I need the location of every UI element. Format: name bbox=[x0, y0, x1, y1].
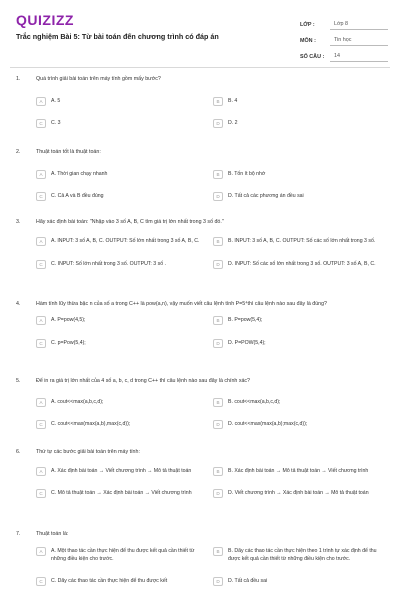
option-letter-badge: B bbox=[213, 316, 223, 325]
option-text: B. 4 bbox=[228, 98, 238, 104]
option-text: A. cout<<max(a,b,c,d); bbox=[51, 399, 104, 405]
meta-row-subject bbox=[300, 30, 388, 46]
option-text: D. INPUT: Số các số lớn nhất trong 3 số. OUTPUT: 3 số A, B, C. bbox=[228, 261, 376, 267]
option-letter-badge: D bbox=[213, 260, 223, 269]
option-letter-badge: B bbox=[213, 398, 223, 407]
question-text: Để in ra giá trị lớn nhất của 4 số a, b, c, d trong C++ thì câu lệnh nào sau đây là chính xác? bbox=[36, 378, 251, 384]
question-header bbox=[16, 377, 384, 385]
option-text: B. Tốn ít bộ nhớ bbox=[228, 171, 266, 177]
option-letter-badge: D bbox=[213, 577, 223, 586]
question-item bbox=[0, 300, 400, 348]
option-letter-badge: C bbox=[36, 489, 46, 498]
answer-option-c[interactable] bbox=[36, 192, 207, 201]
option-letter-badge: B bbox=[213, 237, 223, 246]
answer-option-b[interactable] bbox=[213, 97, 384, 106]
question-text: Hãy xác định bài toán: "Nhập vào 3 số A, B, C tìm giá trị lớn nhất trong 3 số đó." bbox=[36, 219, 224, 225]
option-text: A. Xác định bài toán → Viết chương trình → Mô tả thuật toán bbox=[51, 468, 192, 474]
option-text: B. cout<<max(a,b,c,d); bbox=[228, 399, 281, 405]
option-text: C. 3 bbox=[51, 120, 61, 126]
question-text: Quá trình giải bài toán trên máy tính gồm mấy bước? bbox=[36, 76, 161, 82]
option-text: C. Cả A và B đều đúng bbox=[51, 193, 104, 199]
meta-label: SỐ CÂU : bbox=[300, 54, 325, 60]
question-header bbox=[16, 218, 384, 226]
option-text: A. Một thao tác cần thực hiện để thu được kết quả cần thiết từ những điều kiện cho trước. bbox=[51, 548, 195, 562]
option-text: A. 5 bbox=[51, 98, 61, 104]
option-text: A. Thời gian chạy nhanh bbox=[51, 171, 108, 177]
question-text: Thứ tự các bước giải bài toán trên máy tính: bbox=[36, 449, 140, 455]
question-text: Thuật toán là: bbox=[36, 531, 69, 537]
option-text: D. Tất cả đều sai bbox=[228, 578, 268, 584]
option-letter-badge: C bbox=[36, 339, 46, 348]
answer-option-c[interactable] bbox=[36, 420, 207, 429]
answer-option-d[interactable] bbox=[213, 119, 384, 128]
answer-option-d[interactable] bbox=[213, 339, 384, 348]
option-letter-badge: A bbox=[36, 237, 46, 246]
question-header bbox=[16, 530, 384, 538]
answer-option-b[interactable] bbox=[213, 398, 384, 407]
option-letter-badge: D bbox=[213, 192, 223, 201]
meta-value: 14 bbox=[330, 53, 388, 62]
answer-option-b[interactable] bbox=[213, 547, 384, 563]
option-letter-badge: D bbox=[213, 420, 223, 429]
question-number: 1. bbox=[16, 76, 21, 82]
question-item bbox=[0, 530, 400, 586]
answer-option-b[interactable] bbox=[213, 237, 384, 246]
option-letter-badge: C bbox=[36, 119, 46, 128]
question-text: Hàm tính lũy thừa bậc n của số a trong C++ là pow(a,n), vậy muốn viết câu lệnh tính P=5⁴thì câu lệnh nào sau đây là đúng? bbox=[36, 301, 328, 307]
meta-value: Tin học bbox=[330, 37, 388, 46]
options-grid bbox=[16, 316, 384, 348]
meta-label: LỚP : bbox=[300, 22, 315, 28]
question-text: Thuật toán tốt là thuật toán: bbox=[36, 149, 101, 155]
meta-panel bbox=[300, 14, 388, 62]
option-letter-badge: C bbox=[36, 260, 46, 269]
question-item bbox=[0, 377, 400, 429]
option-letter-badge: A bbox=[36, 97, 46, 106]
option-letter-badge: A bbox=[36, 398, 46, 407]
options-grid bbox=[16, 97, 384, 128]
question-item bbox=[0, 218, 400, 269]
answer-option-c[interactable] bbox=[36, 489, 207, 498]
answer-option-b[interactable] bbox=[213, 467, 384, 476]
option-text: B. P=pow(5,4); bbox=[228, 317, 263, 323]
option-letter-badge: A bbox=[36, 170, 46, 179]
answer-option-d[interactable] bbox=[213, 260, 384, 269]
options-grid bbox=[16, 467, 384, 498]
option-text: D. 2 bbox=[228, 120, 238, 126]
option-letter-badge: A bbox=[36, 547, 46, 556]
answer-option-a[interactable] bbox=[36, 237, 207, 246]
question-item bbox=[0, 148, 400, 201]
option-letter-badge: D bbox=[213, 489, 223, 498]
answer-option-a[interactable] bbox=[36, 547, 207, 563]
meta-row-class bbox=[300, 14, 388, 30]
option-text: D. Tất cả các phương án đều sai bbox=[228, 193, 304, 199]
option-text: A. INPUT: 3 số A, B, C. OUTPUT: Số lớn nhất trong 3 số A, B, C. bbox=[51, 238, 200, 244]
question-number: 5. bbox=[16, 378, 21, 384]
meta-row-count bbox=[300, 46, 388, 62]
question-number: 4. bbox=[16, 301, 21, 307]
meta-label: MÔN : bbox=[300, 38, 316, 44]
options-grid bbox=[16, 170, 384, 201]
option-text: C. Mô tả thuật toán → Xác định bài toán → Viết chương trình bbox=[51, 490, 192, 496]
option-text: B. INPUT: 3 số A, B, C. OUTPUT: Số các số lớn nhất trong 3 số. bbox=[228, 238, 376, 244]
answer-option-b[interactable] bbox=[213, 316, 384, 325]
options-grid bbox=[16, 237, 384, 269]
page-header bbox=[0, 0, 400, 68]
answer-option-d[interactable] bbox=[213, 489, 384, 498]
answer-option-a[interactable] bbox=[36, 316, 207, 325]
options-grid bbox=[16, 398, 384, 429]
answer-option-d[interactable] bbox=[213, 420, 384, 429]
option-letter-badge: B bbox=[213, 547, 223, 556]
header-divider bbox=[10, 67, 390, 68]
option-text: B. Dãy các thao tác cần thực hiện theo 1 trình tự xác định để thu được kết quả cần thiết từ những điều kiện cho trước. bbox=[228, 548, 377, 562]
answer-option-d[interactable] bbox=[213, 192, 384, 201]
question-number: 2. bbox=[16, 149, 21, 155]
question-number: 3. bbox=[16, 219, 21, 225]
option-letter-badge: C bbox=[36, 420, 46, 429]
option-text: D. P=POW(5,4); bbox=[228, 340, 266, 346]
option-text: C. INPUT: Số lớn nhất trong 3 số. OUTPUT: 3 số . bbox=[51, 261, 166, 267]
question-header bbox=[16, 300, 384, 308]
answer-option-c[interactable] bbox=[36, 119, 207, 128]
answer-option-a[interactable] bbox=[36, 398, 207, 407]
options-grid bbox=[16, 547, 384, 586]
option-text: D. cout<<max(max(a,b);max(c,d)); bbox=[228, 421, 308, 427]
option-text: C. Dãy các thao tác cần thực hiện để thu được kết bbox=[51, 578, 168, 584]
answer-option-b[interactable] bbox=[213, 170, 384, 179]
question-number: 7. bbox=[16, 531, 21, 537]
answer-option-c[interactable] bbox=[36, 260, 207, 269]
answer-option-d[interactable] bbox=[213, 577, 384, 586]
option-text: A. P=pow(4,5); bbox=[51, 317, 86, 323]
option-letter-badge: D bbox=[213, 119, 223, 128]
question-header bbox=[16, 148, 384, 156]
option-letter-badge: C bbox=[36, 192, 46, 201]
question-header bbox=[16, 448, 384, 456]
option-letter-badge: A bbox=[36, 316, 46, 325]
answer-option-a[interactable] bbox=[36, 170, 207, 179]
option-letter-badge: D bbox=[213, 339, 223, 348]
answer-option-c[interactable] bbox=[36, 339, 207, 348]
option-text: B. Xác định bài toán → Mô tả thuật toán → Viết chương trình bbox=[228, 468, 369, 474]
option-letter-badge: A bbox=[36, 467, 46, 476]
option-text: C. p=Pow(5,4); bbox=[51, 340, 86, 346]
question-number: 6. bbox=[16, 449, 21, 455]
document-title: Trắc nghiệm Bài 5: Từ bài toán đến chương trình có đáp án bbox=[16, 32, 219, 41]
logo: QUIZIZZ bbox=[16, 12, 74, 28]
option-letter-badge: B bbox=[213, 170, 223, 179]
option-letter-badge: C bbox=[36, 577, 46, 586]
option-letter-badge: B bbox=[213, 467, 223, 476]
answer-option-a[interactable] bbox=[36, 467, 207, 476]
answer-option-c[interactable] bbox=[36, 577, 207, 586]
question-item bbox=[0, 75, 400, 128]
option-text: D. Viết chương trình → Xác định bài toán → Mô tả thuật toán bbox=[228, 490, 369, 496]
answer-option-a[interactable] bbox=[36, 97, 207, 106]
question-header bbox=[16, 75, 384, 83]
question-item bbox=[0, 448, 400, 498]
option-letter-badge: B bbox=[213, 97, 223, 106]
option-text: C. cout<<max(max(a,b),max(c,d)); bbox=[51, 421, 131, 427]
meta-value: Lớp 8 bbox=[330, 21, 388, 30]
